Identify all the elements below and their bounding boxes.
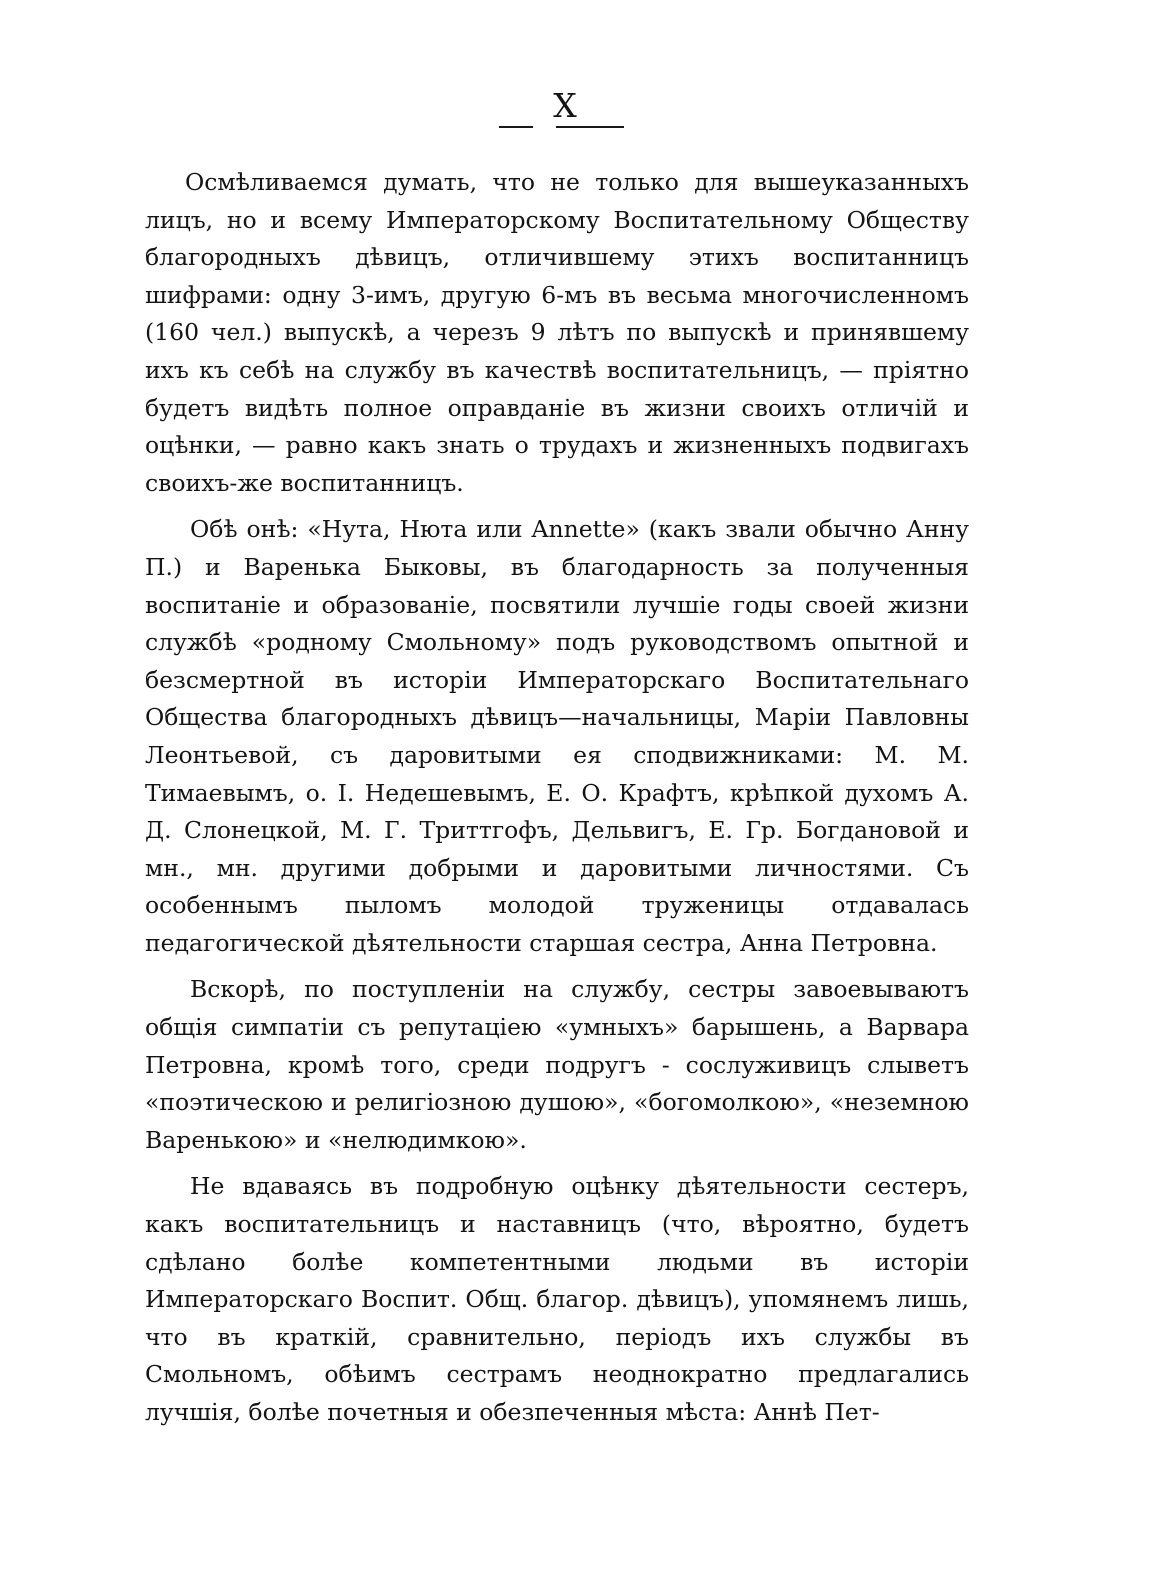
header-rule-right <box>556 126 624 128</box>
page-header <box>0 88 1163 140</box>
page-body <box>145 164 969 1441</box>
page-number: X <box>553 86 577 125</box>
paragraph: Осмѣливаемся думать, что не только для вышеуказанныхъ лицъ, но и всему Императорскому Воспитательному Обществу благородныхъ дѣвицъ, отличившему этихъ воспитанницъ шифрами: одну 3-имъ, другую 6-мъ въ весьма многочисленномъ (160 чел.) выпускѣ, а черезъ 9 лѣтъ по выпускѣ и принявшему ихъ къ себѣ на службу въ качествѣ воспитательницъ, — пріятно будетъ видѣть полное оправданіе въ жизни своихъ отличій и оцѣнки, — равно какъ знать о трудахъ и жизненныхъ подвигахъ своихъ-же воспитанницъ. <box>145 168 969 497</box>
paragraph: Не вдаваясь въ подробную оцѣнку дѣятельности сестеръ, какъ воспитательницъ и наставницъ (что, вѣроятно, будетъ сдѣлано болѣе компетентными людьми въ исторіи Императорскаго Воспит. Общ. благор. дѣвицъ), упомянемъ лишь, что въ краткій, сравнительно, періодъ ихъ службы въ Смольномъ, обѣимъ сестрамъ неоднократно предлагались лучшія, болѣе почетныя и обезпеченныя мѣста: Аннѣ Пет- <box>145 1172 969 1426</box>
paragraph: Вскорѣ, по поступленіи на службу, сестры завоевываютъ общія симпатіи съ репутаціею «умныхъ» барышень, а Варвара Петровна, кромѣ того, среди подругъ - сослуживицъ слыветъ «поэтическою и религіозною душою», «богомолкою», «неземною Варенькою» и «нелюдимкою». <box>145 975 969 1154</box>
paragraph: Обѣ онѣ: «Нута, Нюта или Annette» (какъ звали обычно Анну П.) и Варенька Быковы, въ благодарность за полученныя воспитаніе и образованіе, посвятили лучшіе годы своей жизни службѣ «родному Смольному» подъ руководствомъ опытной и безсмертной въ исторіи Императорскаго Воспитательнаго Общества благородныхъ дѣвицъ—начальницы, Маріи Павловны Леонтьевой, съ даровитыми ея сподвижниками: М. М. Тимаевымъ, о. І. Недешевымъ, Е. О. Крафтъ, крѣпкой духомъ А. Д. Слонецкой, М. Г. Триттгофъ, Дельвигъ, Е. Гр. Богдановой и мн., мн. другими добрыми и даровитыми личностями. Съ особеннымъ пыломъ молодой труженицы отдавалась педагогической дѣятельности старшая сестра, Анна Петровна. <box>145 515 969 957</box>
header-rule-left <box>499 126 533 128</box>
